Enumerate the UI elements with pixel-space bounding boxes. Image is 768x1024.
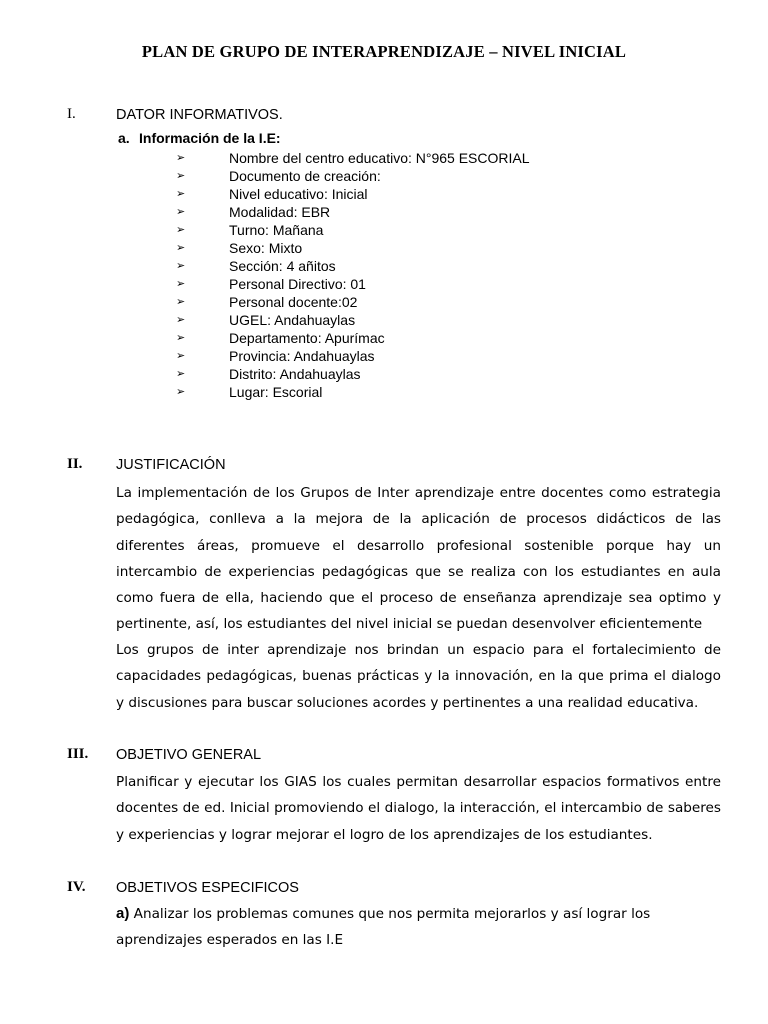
section-3-number: III. (67, 746, 89, 762)
objetivo-especifico-text: Analizar los problemas comunes que nos permita mejorarlos y así lograr los aprendizajes esperados en las I.E (116, 906, 651, 949)
arrow-bullet-icon: ➢ (176, 152, 186, 164)
list-item: ➢ Sexo: Mixto (176, 240, 303, 256)
list-item: ➢ Modalidad: EBR (176, 204, 331, 220)
info-subheading (118, 130, 281, 146)
arrow-bullet-icon: ➢ (176, 242, 186, 254)
justificacion-paragraph-2: Los grupos de inter aprendizaje nos brindan un espacio para el fortalecimiento de capacidades pedagógicas, buenas prácticas y la innovación, en la que prima el dialogo y discusiones para buscar soluciones acordes y pertinentes a una realidad educativa. (116, 642, 721, 711)
list-item: ➢ Distrito: Andahuaylas (176, 366, 361, 382)
list-item: ➢ Personal Directivo: 01 (176, 276, 366, 292)
arrow-bullet-icon: ➢ (176, 296, 186, 308)
section-1-number: I. (67, 106, 76, 122)
list-item: ➢ Sección: 4 añitos (176, 258, 336, 274)
section-4-heading: OBJETIVOS ESPECIFICOS (116, 880, 299, 896)
list-item: ➢ Departamento: Apurímac (176, 330, 385, 346)
section-2-heading: JUSTIFICACIÓN (116, 457, 226, 473)
info-subheading-text: Información de la I.E: (139, 130, 281, 146)
list-item: ➢ Turno: Mañana (176, 222, 324, 238)
arrow-bullet-icon: ➢ (176, 278, 186, 290)
arrow-bullet-icon: ➢ (176, 188, 186, 200)
list-item: ➢ Nombre del centro educativo: N°965 ESCORIAL (176, 150, 530, 166)
arrow-bullet-icon: ➢ (176, 206, 186, 218)
document-title: PLAN DE GRUPO DE INTERAPRENDIZAJE – NIVEL INICIAL (141, 42, 627, 61)
section-3-heading: OBJETIVO GENERAL (116, 747, 262, 763)
list-item: ➢ UGEL: Andahuaylas (176, 312, 356, 328)
list-item: ➢ Lugar: Escorial (176, 384, 323, 400)
info-list (176, 149, 530, 401)
arrow-bullet-icon: ➢ (176, 368, 186, 380)
arrow-bullet-icon: ➢ (176, 386, 186, 398)
objetivo-especifico-letter: a) (116, 905, 130, 922)
arrow-bullet-icon: ➢ (176, 314, 186, 326)
list-item: ➢ Documento de creación: (176, 168, 381, 184)
list-item: ➢ Provincia: Andahuaylas (176, 348, 375, 364)
arrow-bullet-icon: ➢ (176, 170, 186, 182)
list-item: ➢ Nivel educativo: Inicial (176, 186, 368, 202)
section-4-number: IV. (67, 879, 86, 895)
justificacion-paragraph-1: La implementación de los Grupos de Inter aprendizaje entre docentes como estrategia pedagógica, conlleva a la mejora de la aplicación de procesos didácticos de las diferentes áreas, promueve el desarrollo profesional sostenible porque hay un intercambio de experiencias pedagógicas que se realiza con los estudiantes en aula como fuera de ella, haciendo que el proceso de enseñanza aprendizaje sea optimo y pertinente, así, los estudiantes del nivel inicial se puedan desenvolver eficientemente (116, 485, 721, 633)
arrow-bullet-icon: ➢ (176, 332, 186, 344)
list-item: ➢ Personal docente:02 (176, 294, 358, 310)
arrow-bullet-icon: ➢ (176, 260, 186, 272)
arrow-bullet-icon: ➢ (176, 224, 186, 236)
section-2-number: II. (67, 456, 83, 472)
objetivo-general-paragraph: Planificar y ejecutar los GIAS los cuales permitan desarrollar espacios formativos entre docentes de ed. Inicial promoviendo el dialogo, la interacción, el intercambio de saberes y experiencias y lograr mejorar el logro de los aprendizajes de los estudiantes. (116, 774, 721, 843)
info-subheading-letter: a. (118, 130, 130, 146)
section-1-heading: DATOR INFORMATIVOS. (116, 107, 283, 123)
arrow-bullet-icon: ➢ (176, 350, 186, 362)
objetivo-especifico-a (116, 901, 721, 954)
